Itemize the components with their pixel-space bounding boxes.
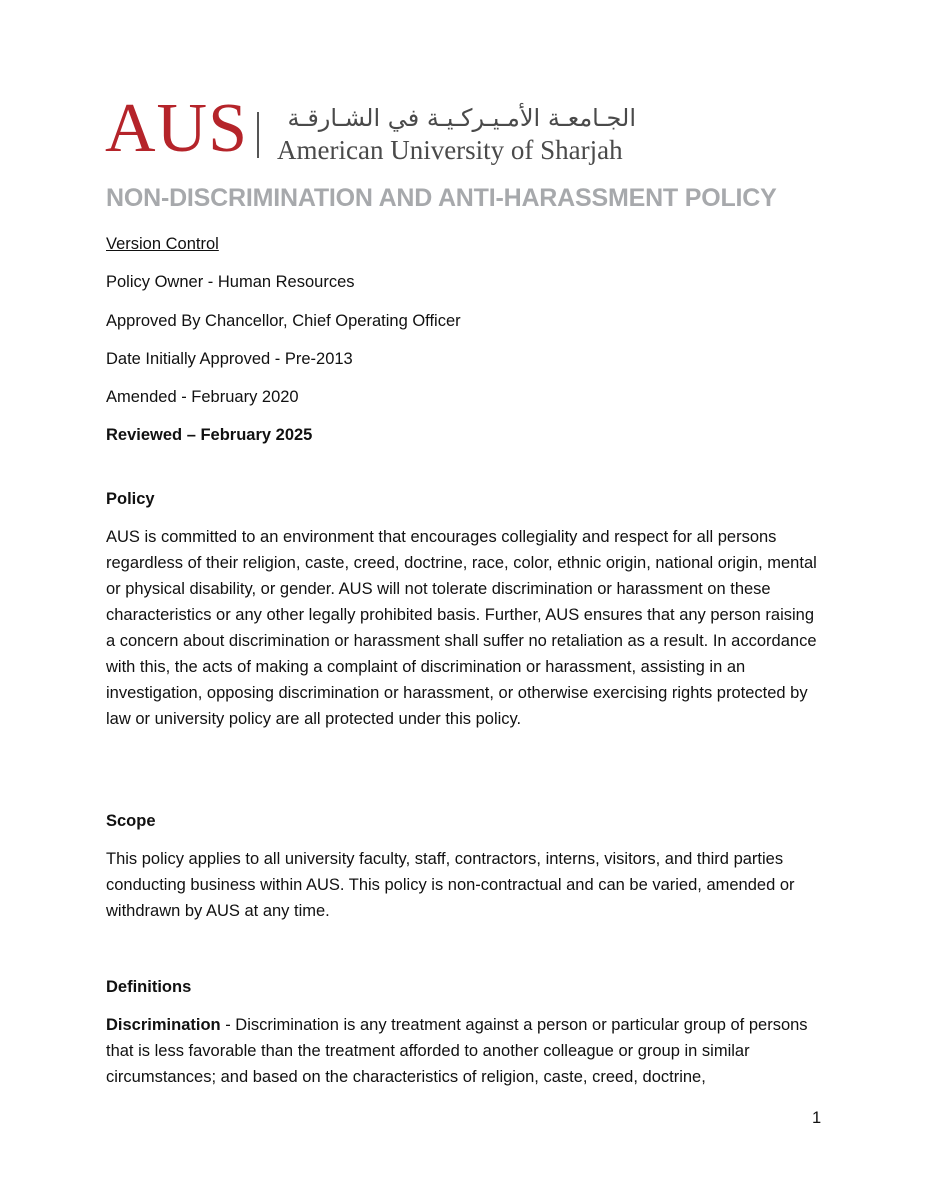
reviewed-date: Reviewed – February 2025 [106, 426, 313, 444]
logo-english-name: American University of Sharjah [277, 135, 623, 165]
aus-logo [105, 90, 665, 170]
approved-by: Approved By Chancellor, Chief Operating Officer [106, 312, 461, 330]
definition-discrimination [106, 1012, 820, 1090]
policy-owner: Policy Owner - Human Resources [106, 273, 355, 291]
version-control-heading: Version Control [106, 235, 219, 253]
logo-arabic-name: الجـامعـة الأمـيـركـيـة في الشـارقـة [287, 104, 636, 132]
definitions-heading: Definitions [106, 978, 192, 996]
policy-paragraph: AUS is committed to an environment that encourages collegiality and respect for all persons regardless of their religion, caste, creed, doctrine, race, color, ethnic origin, national origin, mental or physical disability, or gender. AUS will not tolerate discrimination or harassment on these characteristics or any other legally prohibited basis. Further, AUS ensures that any person raising a concern about discrimination or harassment shall suffer no retaliation as a result. In accordance with this, the acts of making a complaint of discrimination or harassment, assisting in an investigation, opposing discrimination or harassment, or otherwise exercising rights protected by law or university policy are all protected under this policy. [106, 528, 817, 728]
amended-date: Amended - February 2020 [106, 388, 299, 406]
definition-text: - Discrimination is any treatment against a person or particular group of persons that is less favorable than the treatment afforded to another colleague or group in similar circumstances; and based on the characteristics of religion, caste, creed, doctrine, [106, 1016, 808, 1086]
page-number: 1 [812, 1109, 822, 1127]
logo-aus-wordmark: AUS [105, 90, 249, 167]
logo-divider [257, 112, 259, 158]
scope-paragraph: This policy applies to all university faculty, staff, contractors, interns, visitors, and third parties conducting business within AUS. This policy is non-contractual and can be varied, amended or withdrawn by AUS at any time. [106, 850, 795, 920]
policy-heading: Policy [106, 490, 155, 508]
document-title: NON-DISCRIMINATION AND ANTI-HARASSMENT POLICY [106, 184, 777, 212]
scope-heading: Scope [106, 812, 156, 830]
definition-term: Discrimination [106, 1016, 221, 1034]
date-initially-approved: Date Initially Approved - Pre-2013 [106, 350, 353, 368]
